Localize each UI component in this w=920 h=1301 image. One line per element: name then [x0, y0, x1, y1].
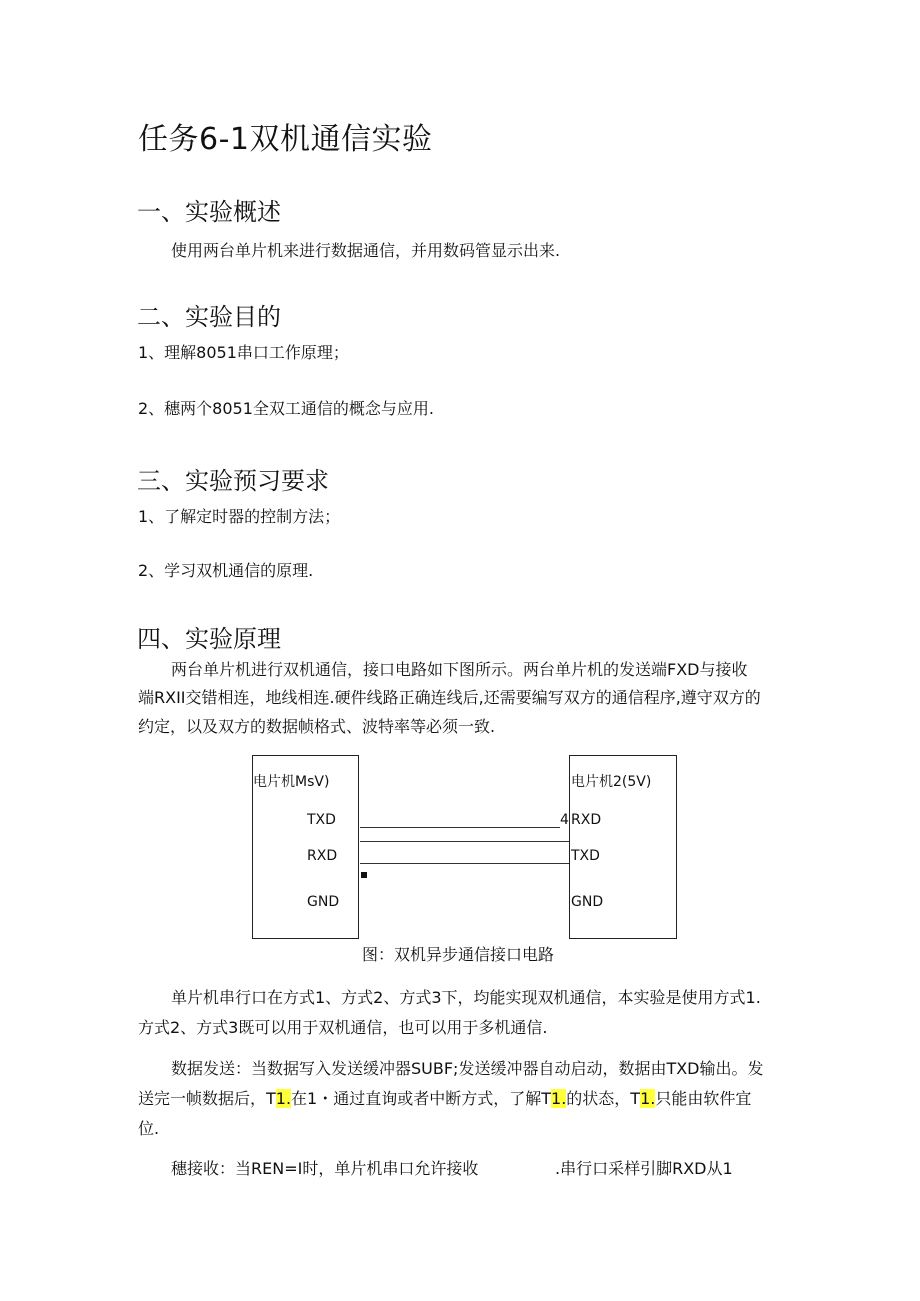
wire-rxd-txd-top — [360, 841, 569, 842]
para3-text-d: 只能由软件宜 — [655, 1089, 752, 1108]
principle-para3-line3: 位. — [138, 1119, 160, 1138]
purpose-item-1: 1、理解8051串口工作原理； — [138, 343, 349, 362]
principle-para2-line2: 方式2、方式3既可以用于双机通信，也可以用于多机通信. — [138, 1018, 548, 1037]
preview-item-1: 1、了解定时器的控制方法； — [138, 507, 341, 526]
mcu2-pin-txd: TXD — [571, 848, 600, 864]
principle-para2-line1: 单片机串行口在方式1、方式2、方式3下，均能实现双机通信，本实验是使用方式1. — [171, 988, 761, 1007]
mcu1-pin-txd: TXD — [307, 812, 336, 828]
mcu2-title: 电片机2(5V) — [571, 774, 652, 790]
pin-number: 4 — [560, 812, 569, 828]
diagram-caption: 图：双机异步通信接口电路 — [362, 945, 555, 964]
mcu2-pin-gnd: GND — [571, 894, 604, 910]
para3-text-a: 送完一帧数据后，T — [138, 1089, 276, 1108]
principle-para1-line2: 端RXII交错相连，地线相连.硬件线路正确连线后,还需要编写双方的通信程序,遵守双方的 — [138, 688, 761, 707]
mcu1-title: 电片机MsV) — [253, 774, 330, 790]
principle-para3-line1: 数据发送：当数据写入发送缓冲器SUBF;发送缓冲器自动启动，数据由TXD输出。发 — [171, 1059, 764, 1078]
purpose-item-2: 2、穗两个8051全双工通信的概念与应用. — [138, 399, 434, 418]
highlight-t1-c: 1. — [640, 1089, 656, 1108]
section-heading-purpose: 二、实验目的 — [137, 303, 281, 331]
junction-dot — [361, 872, 367, 878]
section-heading-principle: 四、实验原理 — [137, 625, 281, 653]
highlight-t1-b: 1. — [551, 1089, 567, 1108]
principle-para4-part2: .串行口采样引脚RXD从1 — [555, 1159, 733, 1178]
para3-text-c: 的状态，T — [566, 1089, 641, 1108]
principle-para4-part1: 穗接收：当REN=I时，单片机串口允许接收 — [171, 1159, 479, 1178]
wire-txd-rxd — [360, 827, 560, 828]
principle-para3-line2 — [138, 1091, 751, 1107]
section-heading-preview: 三、实验预习要求 — [137, 467, 329, 495]
mcu2-pin-rxd: RXD — [571, 812, 602, 828]
wire-rxd-txd — [360, 863, 569, 864]
mcu1-pin-rxd: RXD — [307, 848, 338, 864]
overview-text: 使用两台单片机来进行数据通信，并用数码管显示出来. — [171, 241, 561, 260]
preview-item-2: 2、学习双机通信的原理. — [138, 561, 314, 580]
highlight-t1-a: 1. — [275, 1089, 292, 1108]
mcu1-pin-gnd: GND — [307, 894, 340, 910]
principle-para1-line3: 约定，以及双方的数据帧格式、波特率等必须一致. — [138, 717, 496, 736]
principle-para1-line1: 两台单片机进行双机通信，接口电路如下图所示。两台单片机的发送端FXD与接收 — [171, 660, 748, 679]
page-title: 任务6-1双机通信实验 — [138, 122, 433, 157]
section-heading-overview: 一、实验概述 — [137, 198, 281, 226]
para3-text-b: 在1・通过直询或者中断方式，了解T — [291, 1089, 552, 1108]
